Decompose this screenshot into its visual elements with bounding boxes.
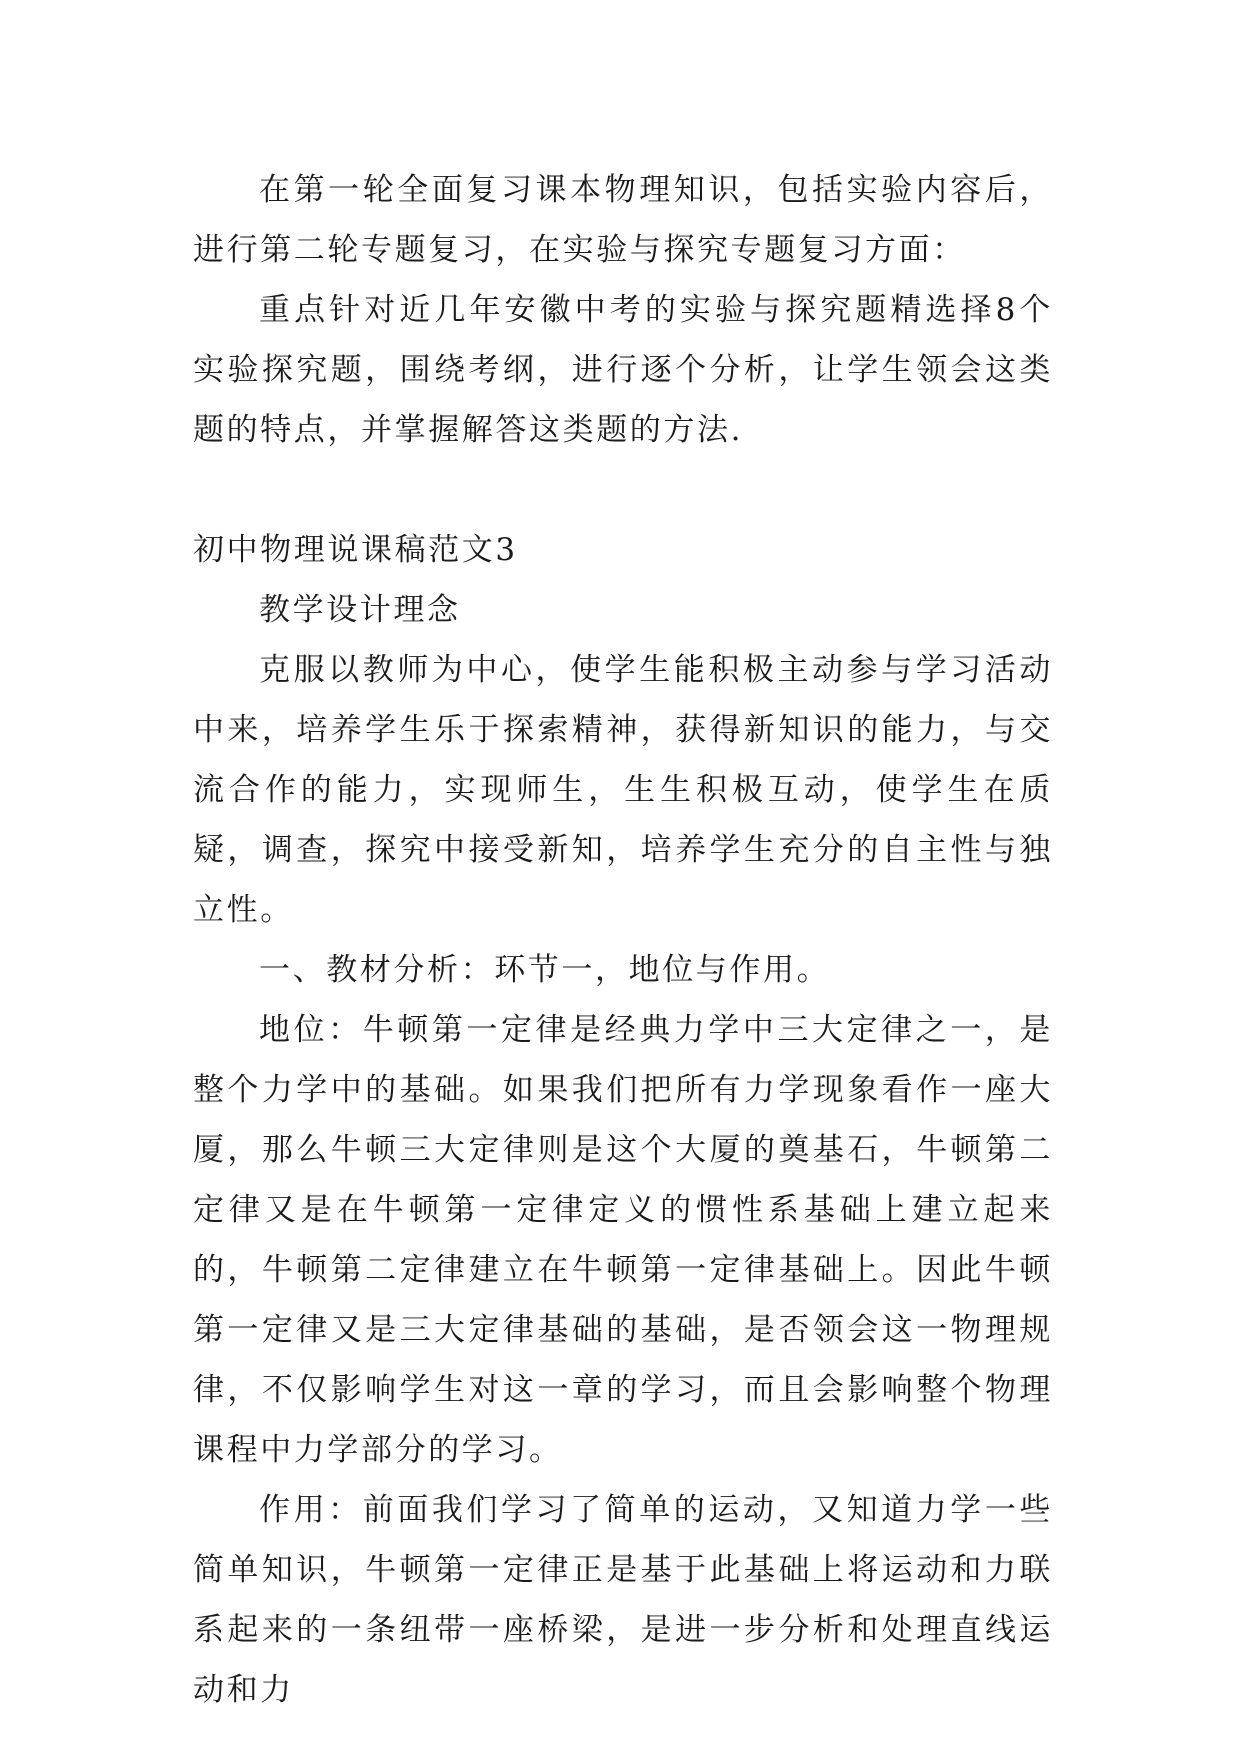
- paragraph-experiment-selection: 重点针对近几年安徽中考的实验与探究题精选择8个实验探究题，围绕考纲，进行逐个分析，让学生领会这类题的特点，并掌握解答这类题的方法.: [193, 292, 1053, 448]
- paragraph-design-concept-heading: 教学设计理念: [259, 592, 461, 628]
- paragraph-textbook-analysis: 一、教材分析：环节一，地位与作用。: [259, 952, 831, 988]
- paragraph-spacer: [193, 460, 1053, 520]
- section-title: 初中物理说课稿范文3: [193, 532, 518, 568]
- paragraph-design-concept: 克服以教师为中心，使学生能积极主动参与学习活动中来，培养学生乐于探索精神，获得新知识的能力，与交流合作的能力，实现师生，生生积极互动，使学生在质疑，调查，探究中接受新知，培养学生充分的自主性与独立性。: [193, 652, 1053, 928]
- paragraph-function: 作用：前面我们学习了简单的运动，又知道力学一些简单知识，牛顿第一定律正是基于此基础上将运动和力联系起来的一条纽带一座桥梁，是进一步分析和处理直线运动和力: [193, 1492, 1053, 1708]
- document-body: [193, 160, 1053, 1720]
- paragraph-position: 地位：牛顿第一定律是经典力学中三大定律之一，是整个力学中的基础。如果我们把所有力学现象看作一座大厦，那么牛顿三大定律则是这个大厦的奠基石，牛顿第二定律又是在牛顿第一定律定义的惯性系基础上建立起来的，牛顿第二定律建立在牛顿第一定律基础上。因此牛顿第一定律又是三大定律基础的基础，是否领会这一物理规律，不仅影响学生对这一章的学习，而且会影响整个物理课程中力学部分的学习。: [193, 1012, 1053, 1468]
- paragraph-review-rounds: 在第一轮全面复习课本物理知识，包括实验内容后，进行第二轮专题复习，在实验与探究专题复习方面：: [193, 172, 1053, 268]
